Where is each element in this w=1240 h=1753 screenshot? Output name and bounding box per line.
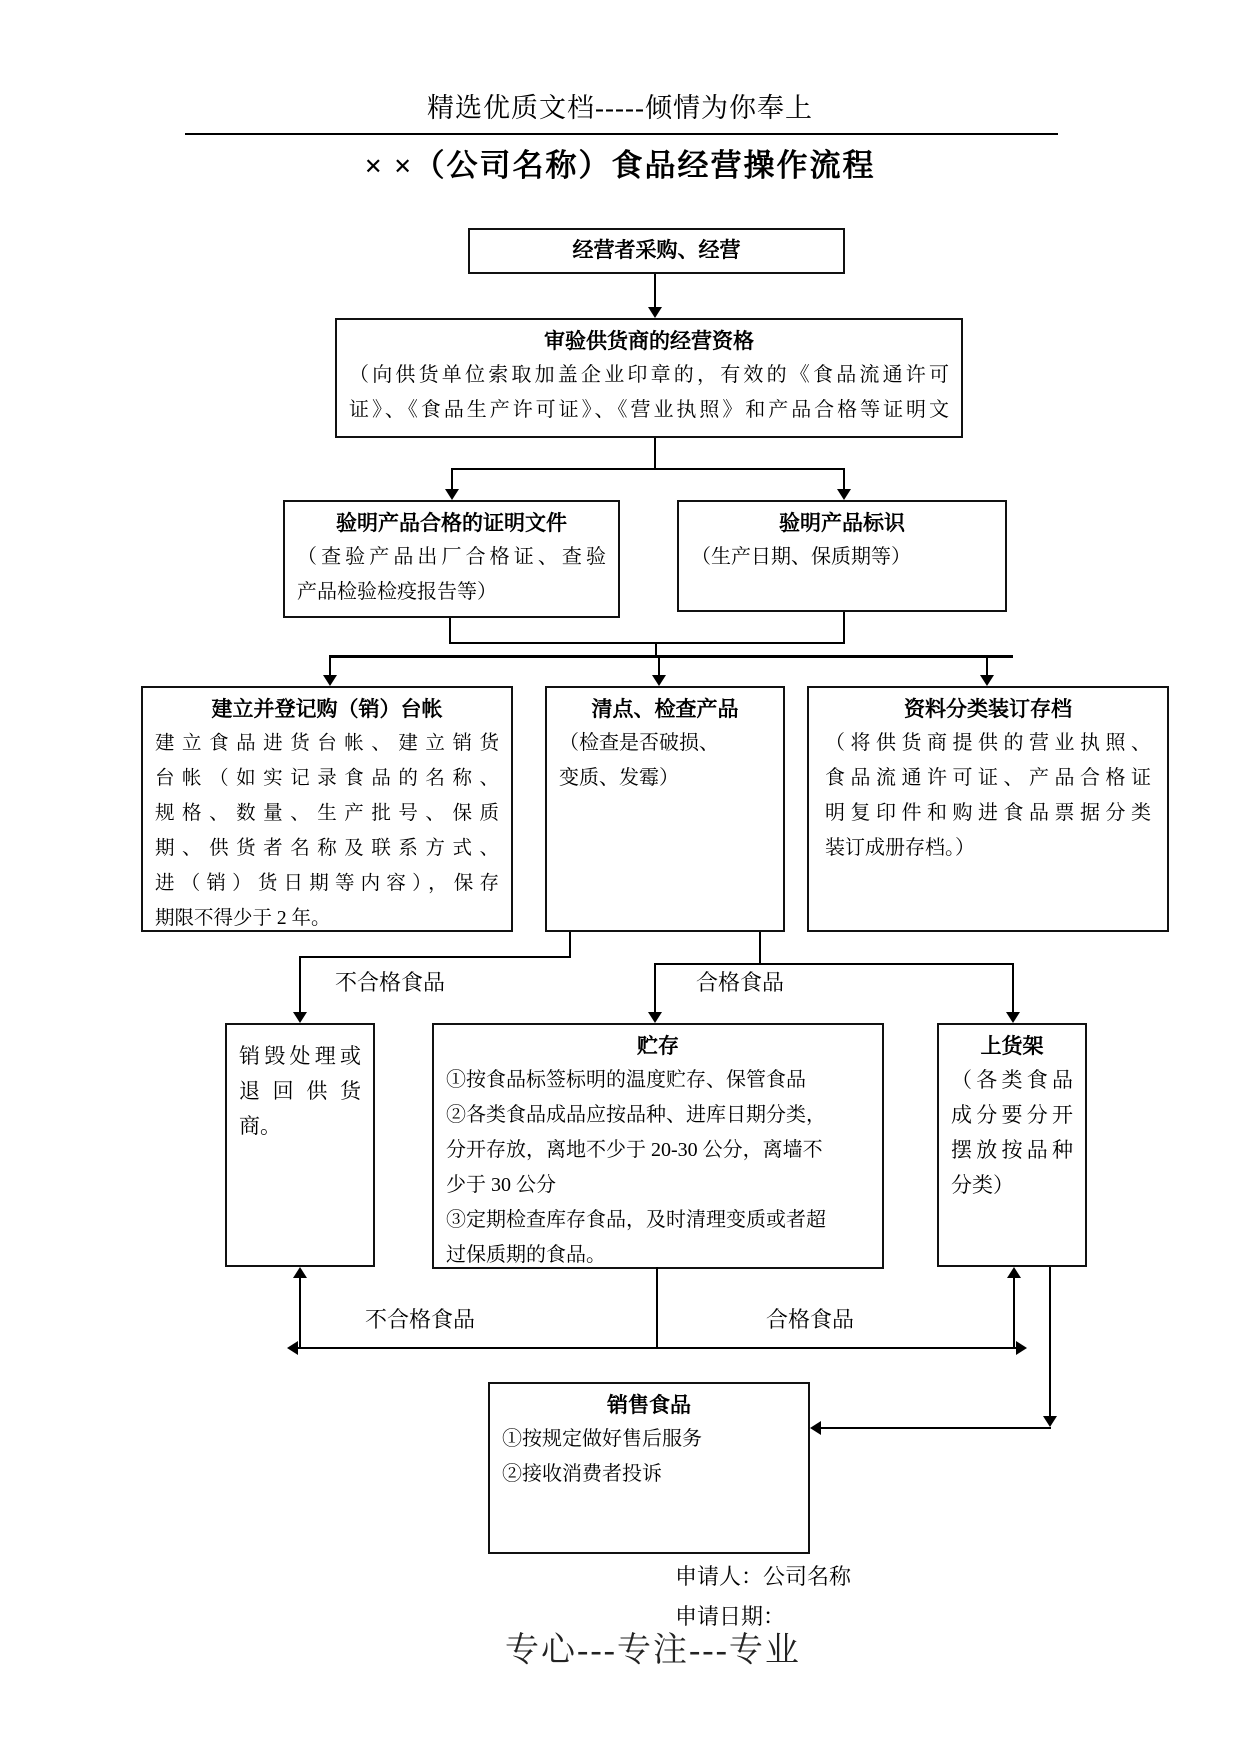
flow-box-text-line: 证》、《食品生产许可证》、《营业执照》和产品合格等证明文	[349, 399, 949, 421]
flow-box-text-line: ③定期检查库存食品，及时清理变质或者超	[446, 1209, 826, 1231]
connector-line	[1013, 1277, 1015, 1347]
connector-line	[569, 932, 571, 958]
flow-box-destroy	[225, 1023, 375, 1267]
flow-box-verify-docs-title: 验明产品合格的证明文件	[336, 512, 567, 535]
arrow-down-icon	[1006, 1012, 1020, 1023]
connector-line	[654, 274, 656, 308]
connector-line	[658, 655, 660, 676]
flow-box-sell	[488, 1382, 810, 1554]
flow-box-sell-body	[490, 1421, 808, 1492]
arrow-down-icon	[445, 489, 459, 500]
flow-box-ledger-body	[143, 725, 511, 936]
flow-box-text-line: 装订成册存档。）	[825, 837, 975, 859]
connector-line	[843, 468, 845, 490]
flow-box-archive-body	[809, 725, 1167, 866]
arrow-down-icon	[648, 307, 662, 318]
flow-box-text-line: 变质、发霉）	[559, 767, 679, 789]
connector-line	[759, 932, 761, 965]
flow-box-verify-label-body	[679, 539, 1005, 575]
flow-box-text-line: 期限不得少于 2 年。	[155, 908, 331, 929]
footer-slogan: 专心---专注---专业	[505, 1632, 801, 1669]
page-title: × ×（公司名称）食品经营操作流程	[364, 148, 876, 183]
connector-line	[1012, 963, 1014, 1012]
arrow-left-icon	[287, 1341, 298, 1355]
connector-line	[298, 1347, 1016, 1349]
flow-box-text-line: ②各类食品成品应按品种、进库日期分类，	[446, 1104, 826, 1126]
flow-box-text-line: ②接收消费者投诉	[502, 1463, 662, 1485]
flow-box-verify-supplier-title: 审验供货商的经营资格	[544, 330, 754, 353]
flow-box-text-line: 分类）	[951, 1173, 1014, 1197]
flow-box-verify-label-title: 验明产品标识	[779, 512, 905, 535]
flow-box-shelf	[937, 1023, 1087, 1267]
flow-box-text-line: 明复印件和购进食品票据分类	[825, 802, 1151, 824]
flow-box-shelf-body	[939, 1062, 1085, 1203]
arrow-down-icon	[648, 1012, 662, 1023]
footer-date: 申请日期：	[675, 1604, 786, 1629]
branch-label-qualified-top: 合格食品	[695, 970, 784, 995]
flow-box-inspect-body	[547, 725, 783, 796]
flow-box-verify-supplier-body	[337, 357, 961, 428]
connector-line	[299, 956, 571, 958]
flow-box-verify-docs	[283, 500, 620, 618]
flow-box-text-line: （各类食品	[951, 1068, 1073, 1092]
flow-box-text-line: 少于 30 公分	[446, 1174, 556, 1196]
flow-box-inspect-title: 清点、检查产品	[591, 698, 739, 721]
flow-box-text-line: 产品检验检疫报告等）	[297, 581, 497, 603]
flow-box-storage-body	[434, 1062, 882, 1273]
flow-box-text-line: 商。	[239, 1114, 281, 1138]
flow-box-text-line: 成分要分开	[951, 1103, 1073, 1127]
flow-box-text-line: 摆放按品种	[951, 1138, 1073, 1162]
connector-line	[451, 468, 845, 470]
flow-box-destroy-body	[227, 1025, 373, 1144]
flow-box-verify-supplier	[335, 318, 963, 438]
arrow-down-icon	[1043, 1416, 1057, 1427]
footer-applicant: 申请人：公司名称	[675, 1564, 852, 1589]
flow-box-text-line: （向供货单位索取加盖企业印章的，有效的《食品流通许可	[349, 364, 949, 386]
flow-box-text-line: 分开存放，离地不少于 20-30 公分，离墙不	[446, 1139, 823, 1161]
arrow-down-icon	[323, 675, 337, 686]
arrow-up-icon	[293, 1267, 307, 1278]
flow-box-ledger	[141, 686, 513, 932]
connector-line	[656, 1267, 658, 1347]
flow-box-text-line: （将供货商提供的营业执照、	[825, 732, 1151, 754]
flow-box-start-title: 经营者采购、经营	[572, 239, 741, 262]
flow-box-storage-title: 贮存	[637, 1035, 679, 1058]
connector-line	[451, 468, 453, 490]
connector-line	[329, 655, 331, 676]
flow-box-text-line: 销毁处理或	[239, 1044, 361, 1068]
branch-label-unqualified-bottom: 不合格食品	[364, 1307, 475, 1332]
connector-line	[449, 642, 845, 644]
connector-line	[821, 1427, 1051, 1429]
flow-box-text-line: 台帐（如实记录食品的名称、	[155, 768, 499, 789]
flow-box-start	[468, 228, 845, 274]
flow-box-sell-title: 销售食品	[607, 1394, 691, 1417]
flow-box-verify-label	[677, 500, 1007, 612]
header-rule	[185, 133, 1058, 135]
arrow-right-icon	[1016, 1341, 1027, 1355]
page-header-text: 精选优质文档-----倾情为你奉上	[427, 93, 813, 123]
flow-box-text-line: （查验产品出厂合格证、查验	[297, 546, 606, 568]
flow-box-text-line: 期、供货者名称及联系方式、	[155, 838, 499, 859]
flow-box-archive	[807, 686, 1169, 932]
arrow-down-icon	[837, 489, 851, 500]
arrow-up-icon	[1007, 1267, 1021, 1278]
flow-box-verify-docs-body	[285, 539, 618, 610]
flow-box-text-line: 规格、数量、生产批号、保质	[155, 803, 499, 824]
flow-box-archive-title: 资料分类装订存档	[904, 698, 1072, 721]
connector-line	[986, 655, 988, 676]
connector-line	[655, 642, 657, 656]
flow-box-text-line: 过保质期的食品。	[446, 1244, 606, 1266]
flow-box-text-line: ①按规定做好售后服务	[502, 1428, 702, 1450]
flow-box-text-line: 退回供货	[239, 1079, 361, 1103]
flow-box-shelf-title: 上货架	[980, 1035, 1044, 1058]
flow-box-text-line: （生产日期、保质期等）	[691, 546, 911, 568]
arrow-left-icon	[810, 1421, 821, 1435]
connector-line	[449, 618, 451, 644]
connector-line	[654, 963, 1014, 965]
arrow-down-icon	[652, 675, 666, 686]
connector-line	[654, 438, 656, 468]
flow-box-storage	[432, 1023, 884, 1269]
flow-box-text-line: ①按食品标签标明的温度贮存、保管食品	[446, 1069, 806, 1091]
flow-box-text-line: 食品流通许可证、产品合格证	[825, 767, 1151, 789]
flow-box-text-line: 进（销）货日期等内容），保存	[155, 873, 499, 894]
connector-line	[1049, 1267, 1051, 1417]
flow-box-inspect	[545, 686, 785, 932]
connector-line	[299, 1277, 301, 1347]
arrow-down-icon	[980, 675, 994, 686]
flow-box-text-line: 建立食品进货台帐、建立销货	[155, 733, 499, 754]
arrow-down-icon	[293, 1012, 307, 1023]
flow-box-ledger-title: 建立并登记购（销）台帐	[211, 698, 443, 721]
branch-label-qualified-bottom: 合格食品	[765, 1307, 854, 1332]
connector-line	[843, 612, 845, 644]
connector-line	[329, 655, 1013, 658]
branch-label-unqualified-top: 不合格食品	[334, 970, 445, 995]
flow-box-text-line: （检查是否破损、	[559, 732, 719, 754]
